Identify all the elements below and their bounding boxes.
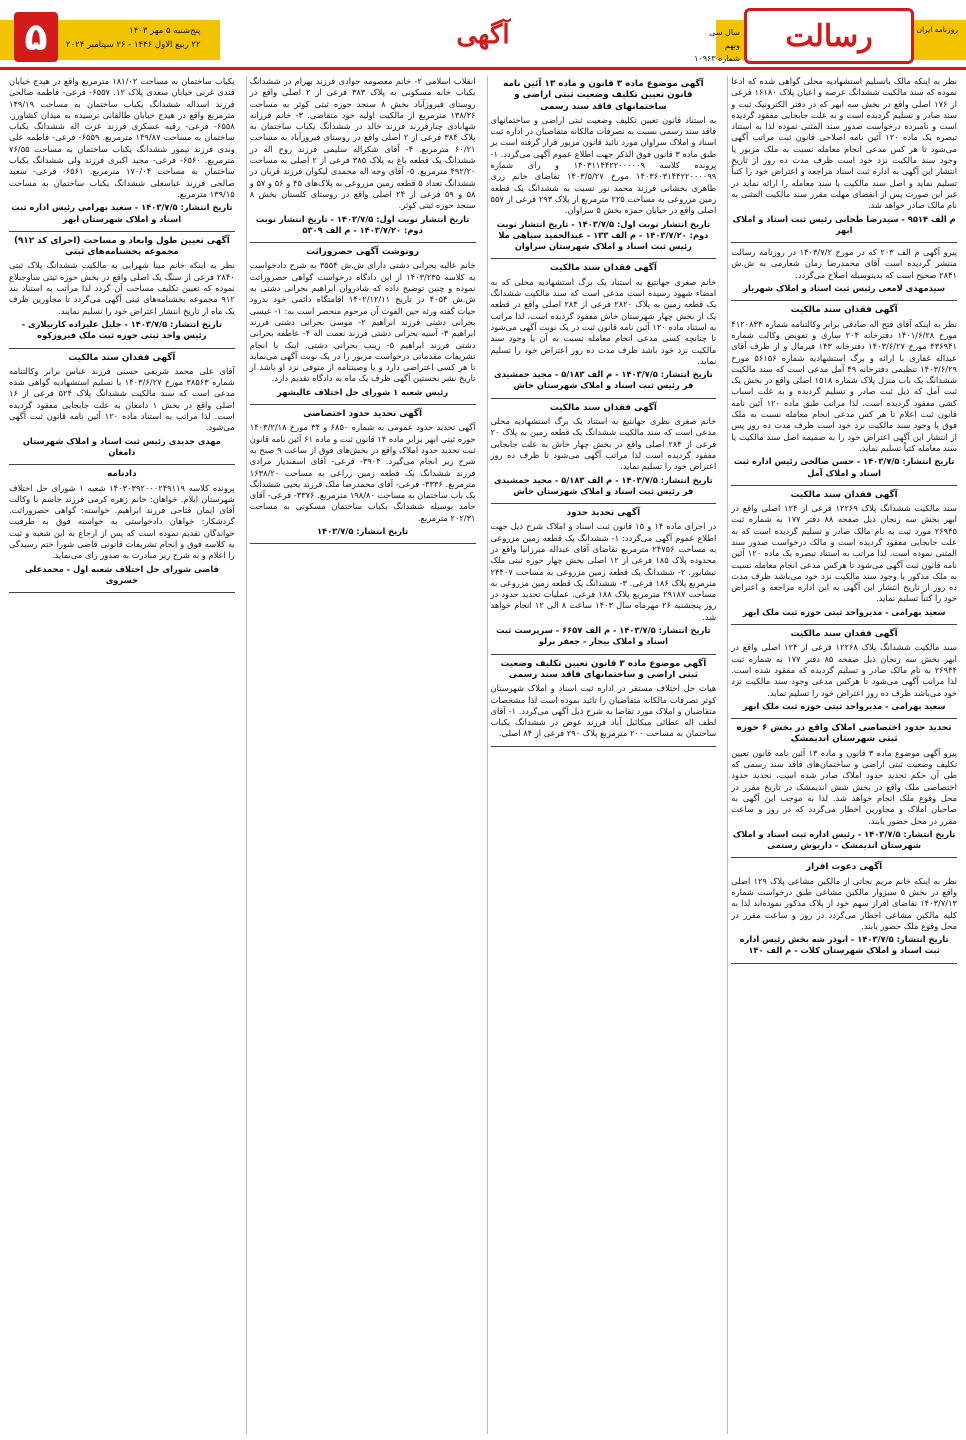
ad-divider — [250, 404, 476, 405]
ad-title: رونوشت آگهی حصروراثت — [306, 247, 420, 258]
ad-body: خانم صغری جهانتیغ به استناد یک برگ استشهادیه محلی که به امضاء شهود رسیده است مدعی است که سند مالکیت ششدانگ یک قطعه زمین به پلاک ۲۸۲۰ فرعی از ۲۸۴ اصلی واقع در قطعه یک از بخش چهار شهرستان خاش مفقود گردیده است، لذا مراتب به استناد ماده ۱۲۰ آئین نامه قانون ثبت در یک نوبت آگهی می‌شود تا چنانچه کسی مدعی انجام معامله نسبت به آن یا وجود سند مالکیت نزد خود باشد ظرف مدت ده روز اعتراض خود را تسلیم نماید. — [490, 276, 717, 366]
brand-small-label: روزنامه ایران — [916, 25, 958, 34]
ad-divider — [491, 654, 717, 655]
page-number: ۵ — [14, 12, 58, 62]
ad-notice — [731, 629, 957, 712]
ad-title: آگهی فقدان سند مالکیت — [790, 489, 898, 500]
ad-notice — [250, 247, 476, 398]
ad-signature: قاضی شورای حل اختلاف شعبه اول - محمدعلی خسروی — [24, 563, 219, 585]
ad-notice — [9, 469, 235, 586]
ad-signature: تاریخ انتشار نوبت اول: ۱۴۰۳/۷/۵ - تاریخ انتشار نوبت دوم: ۱۴۰۳/۷/۲۰ - م الف ۱۳۳ - عبدالحمید سپاهی ملا رئیس ثبت اسناد و املاک شهرستان سراوان — [496, 218, 711, 252]
newspaper-header — [0, 0, 966, 70]
ad-notice — [491, 79, 717, 252]
ad-body: آگهی تحدید حدود عمومی به شماره ۶۸۵۰ و ۳۴ مورخ ۱۴۰۳/۲/۱۸ حوزه ثبتی ابهر برابر ماده ۱۴ قانون ثبت و ماده ۶۱ آئین نامه قانون ثبت تحدید حدود املاک واقع در بخش‌های فوق از ساعت ۹ صبح به شرح زیر انجام می‌گیرد. ۳۹۰۴- فرعی- آقای اسفندیار مرادی فرزند ششدانگ یک قطعه زمین زراعی به مساحت ۱۶۳۸/۲۰ مترمربع. ۳۳۳۶- فرعی- آقای محمدرضا ملک فرزند یحیی ششدانگ یک باب ساختمان به مساحت ۱۹۸/۸۰ مترمربع. ۳۳۷۶- فرعی- آقای حامد بوسیله ششدانگ یکباب ساختمان مسکونی به مساحت ۲۰۲/۳۱ مترمربع. — [249, 422, 476, 523]
ad-signature: تاریخ انتشار: ۱۴۰۳/۷/۵ - م الف ۵/۱۸۳ - مجید جمشیدی فر رئیس ثبت اسناد و املاک شهرستان خاش — [494, 369, 713, 391]
ad-notice — [731, 490, 957, 618]
ad-body: خانم صغری نظری جهانتیغ به استناد یک برگ استشهادیه محلی مدعی است که سند مالکیت ششدانگ یک قطعه زمین به پلاک ۲۰ فرعی از ۲۸۴ اصلی واقع در بخش چهار خاش به علت جابجایی مفقود گردیده است لذا مراتب آگهی می‌شود تا ظرف ده روز اعتراض خود را تسلیم نماید. — [490, 416, 717, 472]
ad-body: در اجرای ماده ۱۴ و ۱۵ قانون ثبت اسناد و املاک شرح ذیل جهت اطلاع عموم آگهی می‌گردد: ۱- ششدانگ یک قطعه زمین مزروعی به مساحت ۲۴۷۵۶ مترمربع تقاضای آقای عبداله میرزانیا واقع در محدوده پلاک ۱۸۵ فرعی از ۱۲ اصلی بخش چهار حوزه ثبتی ملک نیشابور. ۲- ششدانگ یک قطعه زمین مزروعی به مساحت ۲۴۴۰۷ مترمربع پلاک ۱۸۶ فرعی. ۳- ششدانگ یک قطعه زمین مزروعی به مساحت ۲۹۱۸۷ مترمربع پلاک ۱۸۸ فرعی. عملیات تحدید حدود در روز پنجشنبه ۲۶ مهرماه سال ۱۴۰۳ ساعت ۸ الی ۱۲ انجام خواهد شد. — [490, 521, 717, 622]
ad-divider — [9, 231, 235, 232]
ad-body: پرونده کلاسه ۱۴۰۳۰۳۹۲۰۰۰۲۴۹۱۱۹ شعبه ۱ شورای حل اختلاف شهرستان ایلام. خواهان: خانم زهره کرمی فرزند جاسم با وکالت آقای ایمان فتاحی فرزند ابراهیم. خواسته: گواهی حصروراثت. گردشکار: خواهان دادخواستی به خواسته فوق به طرفیت خواندگان تقدیم نموده است که پس از ارجاع به این شعبه و ثبت به کلاسه فوق و انجام تشریفات قانونی قاضی شورا ختم رسیدگی را اعلام و به شرح زیر مبادرت به صدور رای می‌نماید. — [9, 482, 235, 561]
ad-divider — [491, 746, 717, 747]
ad-divider — [491, 258, 717, 259]
date-line-2: ۲۲ ربیع الاول ۱۴۴۶ - ۲۶ سپتامبر ۲۰۲۴ — [66, 40, 201, 50]
ad-notice — [491, 508, 717, 648]
ad-signature: تاریخ انتشار نوبت اول: ۱۴۰۳/۷/۵ - تاریخ انتشار نوبت دوم: ۱۴۰۳/۷/۲۰ - م الف ۵۳۰۹ — [255, 213, 470, 235]
ad-notice — [250, 76, 476, 236]
ad-title: آگهی تعیین طول وابعاد و مساحت (اجرای کد ۹۱۲) مجموعه پخشنامه‌های ثبتی — [13, 235, 230, 258]
ad-signature: تاریخ انتشار: ۱۴۰۳/۷/۵ - رئیس اداره ثبت اسناد و املاک شهرستان اندیمشک - داریوش رستمی — [732, 828, 956, 851]
ad-signature: تاریخ انتشار: ۱۴۰۳/۷/۵ — [316, 525, 409, 536]
section-title: آگهی — [456, 20, 510, 50]
ad-signature: سیدمهدی لامعی رئیس ثبت اسناد و املاک شهریار — [743, 283, 945, 294]
ad-divider — [731, 242, 957, 243]
ad-divider — [731, 300, 957, 301]
year-label: سال سی ونهم — [709, 28, 740, 50]
ad-notice — [731, 723, 957, 851]
ad-signature: تاریخ انتشار: ۱۴۰۳/۷/۵ - م الف ۶۶۵۷ - سرپرست ثبت اسناد و املاک بیجار - جعفر برلو — [496, 625, 711, 647]
ad-body: سند مالکیت ششدانگ پلاک ۱۲۲۶۹ فرعی از ۱۲۴ اصلی واقع در ابهر بخش سه زنجان ذیل صفحه ۸۸ دفتر ۱۷۷ به شماره ثبت ۲۶۹۴۵ مورد ثبت به نام مالک صادر و تسلیم گردیده است که به علت جابجایی مفقود گردیده است و مالک درخواست صدور سند المثنی نموده است. لذا مراتب به استناد تبصره یک ماده ۱۲۰ آئین نامه قانون ثبت آگهی می‌شود تا هرکس مدعی انجام معامله نسبت به ملک مذکور یا وجود سند مالکیت نزد خود می‌باشد ظرف مدت ده روز از تاریخ انتشار این آگهی به این اداره مراجعه و اعتراض خود را کتباً تسلیم نماید. — [731, 503, 957, 604]
ad-divider — [9, 348, 235, 349]
ad-divider — [250, 543, 476, 544]
ad-title: آگهی تحدید حدود — [566, 508, 641, 519]
ad-signature: رئیس شعبه ۱ شورای حل اختلاف عالیشهر — [277, 386, 449, 397]
ad-notice — [491, 659, 717, 740]
ad-signature: سعید بهرامی - مدیرواحد ثبتی حوزه ثبت ملک ابهر — [742, 606, 946, 617]
ad-title: آگهی موضوع ماده ۳ قانون تعیین تکلیف وضعیت ثبتی اراضی و ساختمانهای فاقد سند رسمی — [500, 658, 707, 680]
ad-notice — [731, 76, 957, 236]
ad-notice — [250, 409, 476, 537]
ad-signature: تاریخ انتشار: ۱۴۰۳/۷/۵ - ابوذر شه بخش رئیس اداره ثبت اسناد و املاک شهرستان کلات - م الف ۱۴۰ — [739, 934, 949, 956]
ad-title: تحدید حدود اختصاصی املاک واقع در بخش ۶ حوزه ثبتی شهرستان اندیمشک — [736, 723, 952, 745]
ad-notice — [491, 403, 717, 497]
ad-notice — [491, 263, 717, 391]
ad-title: آگهی تحدید حدود اختصاصی — [303, 409, 423, 420]
ad-divider — [731, 718, 957, 719]
ad-body: نظر به اینکه آقای فتح اله صادقی برابر وکالتنامه شماره ۴۱۲۰۸۳۴ مورخ ۱۴۰۱/۶/۲۸ دفترخانه ۲۰۴ ساری و تفویض وکالت شماره ۴۳۶۹۴۱ مورخ ۱۴۰۳/۶/۲۷ دفترخانه ۱۴۳ فیرمال و از طرف آقای عبداله غفاری با ارائه و برگ استشهادیه شماره ۵۶۱۵۶ مورخ ۱۴۰۳/۶/۲۹ تنظیمی دفترخانه ۴۹ آمل مدعی است که سند مالکیت ششدانگ یک باب منزل پلاک شماره ۱۵۱۸ اصلی واقع در بخش یک ثبت آمل که ذیل ثبت صادر و تسلیم گردیده و به علت اسباب کشی مفقود گردیده است، لذا مراتب طبق ماده ۱۲۰ آئین نامه قانون ثبت اعلام تا هر کس مدعی انجام معامله نسبت به ملک فوق یا وجود سند مالکیت نزد خود است ظرف مدت ده روز پس از انتشار این آگهی اعتراض خود را به ضمیمه اصل سند مالکیت یا سند معامله کتباً تسلیم نماید. — [731, 318, 958, 453]
ad-divider — [731, 963, 957, 964]
ad-notice — [9, 236, 235, 342]
ad-notice — [731, 862, 957, 956]
ad-title: دادنامه — [107, 469, 137, 480]
ad-signature: م الف ۹۵۱۴ - سیدرضا طحانی رئیس ثبت اسناد و املاک ابهر — [732, 213, 956, 235]
ad-divider — [491, 398, 717, 399]
ad-divider — [731, 624, 957, 625]
column-1 — [727, 76, 960, 1434]
ad-title: آگهی فقدان سند مالکیت — [790, 305, 898, 316]
column-4 — [6, 76, 238, 1434]
ad-signature: تاریخ انتشار: ۱۴۰۳/۷/۵ - م الف ۵/۱۸۳ - مجید جمشیدی فر رئیس ثبت اسناد و املاک شهرستان خاش — [494, 474, 713, 496]
column-2 — [487, 76, 720, 1434]
ad-signature: مهدی جدیدی رئیس ثبت اسناد و املاک شهرستان دامغان — [22, 435, 221, 457]
ad-divider — [491, 503, 717, 504]
ad-body: یکباب ساختمان به مساحت ۱۸۱/۰۲ مترمربع واقع در هیدج خیابان قندی غربی خیابان سعدی پلاک ۱۲. ۶۵۵۷- فرعی- فاطمه صالحی فرزند اسداله ششدانگ یکباب ساختمان به مساحت ۱۴۹/۱۹ مترمربع واقع در هیدج خیابان طالقانی نرسیده به میدان کشاورز. ۶۵۵۸- فرعی- رقیه عسکری فرزند عزت اله ششدانگ یکباب ساختمان به مساحت ۱۴۹/۸۷ مترمربع. ۶۵۵۹- فرعی- فاطمه علی وندی فرزند تیمور ششدانگ یکباب ساختمان به مساحت ۷۶/۵۵ مترمربع. ۶۵۶۰- فرعی- مجید اکبری فرزند ولی ششدانگ یکباب ساختمان به مساحت ۱۷۰/۰۴ مترمربع. ۶۵۶۱- فرعی- سعید صالحی فرزند عباسعلی ششدانگ یکباب ساختمان به مساحت ۱۳۹/۱۵ مترمربع. — [9, 76, 235, 199]
issue-label: شماره ۱۰۹۶۳ — [694, 54, 740, 63]
ad-body: هیات حل اختلاف مستقر در اداره ثبت اسناد و املاک شهرستان کوثر تصرفات مالکانه متقاضیان را تائید نموده است لذا مشخصات متقاضیان و املاک مورد تقاضا به شرح ذیل آگهی می‌گردد. ۱- آقای لطف اله عطائی میکائیل آباد فرزند عوض در ششدانگ یکباب ساختمان به مساحت ۲۰۰ مترمربع پلاک ۲۹۰ فرعی از ۸۴ اصلی. — [490, 683, 717, 739]
ad-title: آگهی فقدان سند مالکیت — [549, 402, 657, 413]
ad-body: پیرو آگهی م الف ۲۰۳ که در مورخ ۱۴۰۳/۷/۲ در روزنامه رسالت منتشر گردیده است آقای محمدرضا زمان شعارمی به ش.ش ۲۸۴۱ صحیح است که بدینوسیله اصلاح می‌گردد. — [731, 247, 957, 280]
ad-title: آگهی موضوع ماده ۳ قانون و ماده ۱۳ آئین نامه قانون تعیین تکلیف وضعیت ثبتی اراضی و ساختمانهای فاقد سند رسمی — [503, 79, 704, 112]
ad-signature: سعید بهرامی - مدیرواحد ثبتی حوزه ثبت ملک ابهر — [742, 700, 946, 711]
date-line-1: پنج‌شنبه ۵ مهر ۱۴۰۳ — [129, 26, 201, 36]
ad-title: آگهی فقدان سند مالکیت — [790, 629, 898, 640]
ad-body: نظر به اینکه خانم مینا شهرابی به مالکیت ششدانگ پلاک ثبتی ۲۸۴۰ فرعی از سنگ یک اصلی واقع در بخش حوزه ثبتی ساوجبلاغ نموده که تعیین تکلیف مساحت آن گردد لذا مراتب به استناد بند ۹۱۲ مجموعه بخشنامه‌های ثبتی آگهی می‌گردد تا مجاورین ظرف یک ماه از تاریخ انتشار اعتراض خود را تسلیم نمایند. — [9, 260, 235, 316]
ad-signature: تاریخ انتشار: ۱۴۰۳/۷/۵ - حسن صالحی رئیس اداره ثبت اسناد و املاک آمل — [733, 456, 955, 478]
ad-signature: تاریخ انتشار: ۱۴۰۳/۷/۵ - جلیل علیزاده کاربیلاری - رئیس واحد ثبتی حوزه ثبت ملک فیروزکوه — [21, 318, 223, 341]
ad-body: سند مالکیت ششدانگ پلاک ۱۲۲۶۸ فرعی از ۱۲۴ اصلی واقع در ابهر بخش سه زنجان ذیل صفحه ۸۵ دفتر ۱۷۷ به شماره ثبت ۲۶۹۴۴ به نام مالک صادر و تسلیم گردیده که مفقود شده است. لذا مراتب آگهی می‌شود تا هرکس مدعی وجود سند مالکیت نزد خود می‌باشد ظرف ده روز اعتراض خود را تسلیم نماید. — [731, 642, 957, 698]
ad-signature: تاریخ انتشار: ۱۴۰۳/۷/۵ - سعید بهرامی رئیس اداره ثبت اسناد و املاک شهرستان ابهر — [11, 202, 233, 224]
ad-divider — [9, 464, 235, 465]
ad-divider — [731, 485, 957, 486]
ad-divider — [731, 857, 957, 858]
ad-title: آگهی دعوت افراز — [806, 862, 883, 873]
ad-body: خانم عالیه بحرانی دشتی دارای ش.ش ۳۵۵۴ به شرح دادخواست به کلاسه ۱۴۰۳/۲۳۵ از این دادگاه درخواست گواهی حصروراثت نموده و چنین توضیح داده که شادروان ابراهیم بحرانی دشتی به ش.ش ۴۰۵۴ در تاریخ ۱۴۰۲/۱۲/۱۱ اقامتگاه دائمی خود بدرود حیات گفته ورثه حین الفوت آن مرحوم منحصر است به: ۱- عیسی بحرانی دشتی فرزند ابراهیم ۲- موسی بحرانی دشتی فرزند ابراهیم ۳- آسیه بحرانی دشتی فرزند نعمت اله ۴- عاطفه بحرانی دشتی فرزند ابراهیم ۵- زینب بحرانی دشتی. اینک با انجام تشریفات مقدماتی درخواست مزبور را در یک نوبت آگهی می‌نماید تا هر کسی اعتراضی دارد و یا وصیتنامه از متوفی نزد او باشد از تاریخ نشر نخستین آگهی ظرف یک ماه به دادگاه تقدیم دارد. — [249, 260, 476, 384]
ad-notice — [9, 353, 235, 459]
logo-text: رسالت — [785, 18, 873, 54]
ad-body: به استناد قانون تعیین تکلیف وضعیت ثبتی اراضی و ساختمانهای فاقد سند رسمی نسبت به تصرفات مالکانه متقاضیان در اداره ثبت اسناد و املاک سراوان مورد تائید قانون مزبور قرار گرفته است بر طبق ماده ۳ قانون فوق الذکر جهت اطلاع عموم آگهی می‌گردد. ۱- پرونده کلاسه ۱۴۰۳۱۱۴۴۲۲۰۰۰۰۰۹ و رای شماره ۱۴۰۳۶۰۳۱۴۴۲۲۰۰۰۰۹۹ مورخ ۱۴۰۳/۵/۲۷ تقاضای خانم زری طاهری بخشانی فرزند محمد نور نسبت به ششدانگ یک قطعه زمین مزروعی به مساحت ۲۲۵ مترمربع از پلاک ۲۹۳ فرعی از ۵۵۷ اصلی واقع در خیابان حمزه بخش ۵ سراوان. — [490, 114, 717, 216]
ad-notice — [9, 76, 235, 225]
newspaper-logo — [744, 8, 914, 64]
columns-container — [6, 76, 960, 1434]
issue-info — [692, 26, 740, 65]
ad-title: آگهی فقدان سند مالکیت — [549, 263, 657, 274]
ad-notice — [731, 247, 957, 294]
ad-body: نظر به اینکه مالک باتسلیم استشهادیه محلی گواهی شده که ادعا نموده که سند مالکیت ششدانگ عرصه و اعیان پلاک ۱۶۱۸۰ فرعی از ۱۷۶ اصلی واقع در بخش سه ابهر که در دفتر الکترونیک ثبت و سند صادر و تسلیم گردیده است و به علت جابجایی مفقود گردیده است و نامبرده درخواست صدور سند المثنی نموده لذا به استناد تبصره یک ماده ۱۲۰ آئین نامه اصلاحی قانون ثبت مراتب آگهی می‌شود تا هر کس مدعی انجام معامله نسبت به ملک مزبور یا وجود سند مالکیت نزد خود است ظرف مدت ده روز از تاریخ انتشار این آگهی به اداره ثبت اسناد مراجعه و اعتراض خود را کتباً تسلیم نماید و اصل سند مالکیت یا سند معامله را ارائه نماید در غیر این صورت پس از انقضای مهلت مقرر سند مالکیت المثنی به نام مالک صادر خواهد شد. — [731, 76, 958, 211]
ad-body: پیرو آگهی موضوع ماده ۳ قانون و ماده ۱۳ آئین نامه قانون تعیین تکلیف وضعیت ثبتی اراضی و ساختمان‌های فاقد سند رسمی که طی آن حکم تحدید حدود املاک صادر شده است، تحدید حدود اختصاصی ملک واقع در بخش شش اندیمشک در تاریخ مقرر در محل وقوع ملک انجام خواهد شد. لذا به موجب این آگهی به صاحبان املاک و مجاورین اخطار می‌گردد که در روز و ساعت مقرر در محل حضور یابند. — [731, 747, 957, 826]
ad-title: آگهی فقدان سند مالکیت — [68, 352, 176, 363]
ad-notice — [731, 305, 957, 478]
ad-body: انقلاب اسلامی ۲- خانم معصومه جوادی فرزند بهرام در ششدانگ یکباب خانه مسکونی به پلاک ۳۸۳ فرعی از ۲ اصلی واقع در روستای فیروزآباد بخش ۸ سنجد حوزه ثبتی کوثر به مساحت ۱۳۸/۳۶ مترمربع از مالکیت اولیه خود متقاضی. ۳- خانم فرزانه شهابادی چنارفرزند فرزند خالد در ششدانگ یکباب ساختمان به پلاک ۳۸۴ فرعی از ۲ اصلی واقع در روستای فیروزآباد به مساحت ۶۰/۲۱ مترمربع. ۴- آقای شکراله سلیمی فرزند روح اله در ششدانگ یک قطعه باغ به پلاک ۳۸۵ فرعی از ۲ اصلی به مساحت ۴۹۲/۲۰ مترمربع. ۵- آقای وجه اله محمدی لیکوان فرزند قربان در ششدانگ تعداد ۵ قطعه زمین مزروعی به پلاک‌های ۴۵ و ۵۶ و ۵۷ و ۵۸ و ۵۹ فرعی از ۲۴ اصلی واقع در روستای کلستان بخش ۸ سنجد حوزه ثبتی کوثر. — [249, 76, 476, 211]
date-block — [66, 24, 201, 52]
ad-divider — [9, 592, 235, 593]
ad-divider — [250, 242, 476, 243]
ad-body: نظر به اینکه خانم مریم نجاتی از مالکین مشاعی پلاک ۱۲۹ اصلی واقع در بخش ۵ سبزوار مالکین مشاعی طبق درخواست شماره ۱۴۰۳/۷/۱۳ تقاضای افراز سهم خود از پلاک مذکور نموده‌اند لذا به کلیه مالکین مشاعی اخطار می‌گردد در روز و ساعت مقرر در محل وقوع ملک حضور یابند. — [731, 875, 957, 931]
column-3 — [246, 76, 479, 1434]
ad-body: آقای علی محمد شریفی حسنی فرزند عباس برابر وکالتنامه شماره ۳۸۵۶۳ مورخ ۱۴۰۳/۶/۲۷ با تسلیم استشهادیه گواهی شده مدعی است که سند مالکیت ششدانگ پلاک ۵۲۴ فرعی از ۱۶ اصلی واقع در بخش ۱ دامغان به علت جابجایی مفقود گردیده است. لذا مراتب به استناد ماده ۱۲۰ آئین نامه قانون ثبت آگهی می‌شود. — [9, 365, 235, 433]
